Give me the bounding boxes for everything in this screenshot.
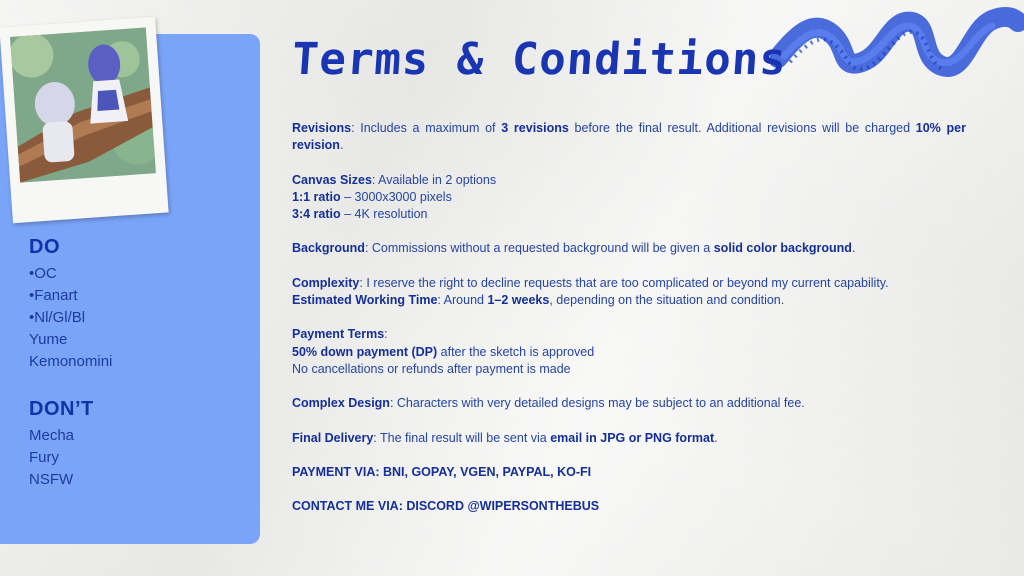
complexity-label: Complexity (292, 275, 360, 290)
do-item: •Nl/Gl/Bl (29, 309, 86, 326)
complexity-text: : I reserve the right to decline requests that are too complicated or beyond my current capability. (359, 275, 889, 290)
canvas-option (292, 189, 966, 206)
page-title: Terms & Conditions (290, 34, 789, 85)
canvas-label: Canvas Sizes (292, 172, 372, 187)
dont-item: NSFW (29, 471, 74, 488)
revisions-fee: 10% per revision (292, 121, 966, 153)
final-delivery-text: : The final result will be sent via (373, 430, 551, 445)
final-delivery-text: . (714, 430, 718, 445)
down-payment-label: 50% down payment (DP) (292, 344, 438, 359)
dont-item: Fury (29, 449, 59, 466)
revisions-count: 3 revisions (501, 121, 569, 135)
final-delivery-format: email in JPG or PNG format (550, 430, 715, 445)
dont-item: Mecha (29, 427, 75, 444)
contact (292, 498, 966, 515)
payment-via (292, 464, 966, 481)
revisions-text: : Includes a maximum of (351, 121, 502, 135)
down-payment-text: after the sketch is approved (437, 344, 595, 359)
complex-design-section (292, 395, 966, 412)
payment-terms-refund: No cancellations or refunds after payment is made (292, 361, 571, 376)
polaroid-artwork (0, 17, 169, 223)
payment-via-text: PAYMENT VIA: BNI, GOPAY, VGEN, PAYPAL, KO-FI (292, 464, 592, 479)
dont-heading: DON’T (29, 398, 94, 420)
do-item: Yume (29, 331, 68, 348)
revisions-label: Revisions (292, 121, 352, 135)
complex-design-label: Complex Design (292, 396, 390, 411)
canvas-option (292, 206, 966, 223)
complex-design-text: : Characters with very detailed designs may be subject to an additional fee. (389, 396, 805, 411)
working-time-label: Estimated Working Time (292, 292, 438, 307)
canvas-text: : Available in 2 options (371, 172, 497, 187)
working-time-duration: 1–2 weeks (487, 292, 550, 307)
canvas-option-text: – 3000x3000 pixels (340, 189, 452, 204)
terms-content (292, 120, 966, 533)
revisions-text: before the final result. Additional revisions will be charged (568, 121, 916, 135)
background-text: : Commissions without a requested background will be given a (364, 241, 714, 256)
dont-list (29, 425, 74, 491)
background-text: . (851, 241, 856, 256)
payment-terms-label: Payment Terms (292, 327, 385, 342)
payment-terms-dp (292, 344, 966, 361)
canvas-option-label: 1:1 ratio (292, 189, 341, 204)
do-heading: DO (29, 236, 60, 258)
do-list (29, 263, 112, 373)
complexity-section (292, 275, 966, 292)
do-item: Kemonomini (29, 353, 113, 370)
background-bold: solid color background (713, 241, 852, 256)
canvas-section (292, 172, 966, 189)
canvas-option-text: – 4K resolution (340, 207, 428, 221)
background-label: Background (292, 241, 365, 256)
background-section (292, 240, 966, 257)
working-time-text: : Around (437, 292, 488, 307)
do-item: •OC (29, 265, 57, 282)
final-delivery-section (292, 430, 966, 447)
revisions-section (292, 120, 966, 154)
payment-terms-colon: : (384, 327, 388, 342)
scribble-decoration (770, 0, 1024, 100)
payment-terms-section (292, 326, 966, 343)
do-item: •Fanart (29, 287, 78, 304)
revisions-text: . (339, 138, 344, 153)
final-delivery-label: Final Delivery (292, 430, 374, 445)
artwork-image (10, 27, 156, 182)
contact-text: CONTACT ME VIA: DISCORD @WIPERSONTHEBUS (292, 499, 600, 514)
canvas-option-label: 3:4 ratio (292, 207, 341, 221)
working-time-section (292, 292, 966, 309)
working-time-text: , depending on the situation and condition. (549, 292, 785, 307)
